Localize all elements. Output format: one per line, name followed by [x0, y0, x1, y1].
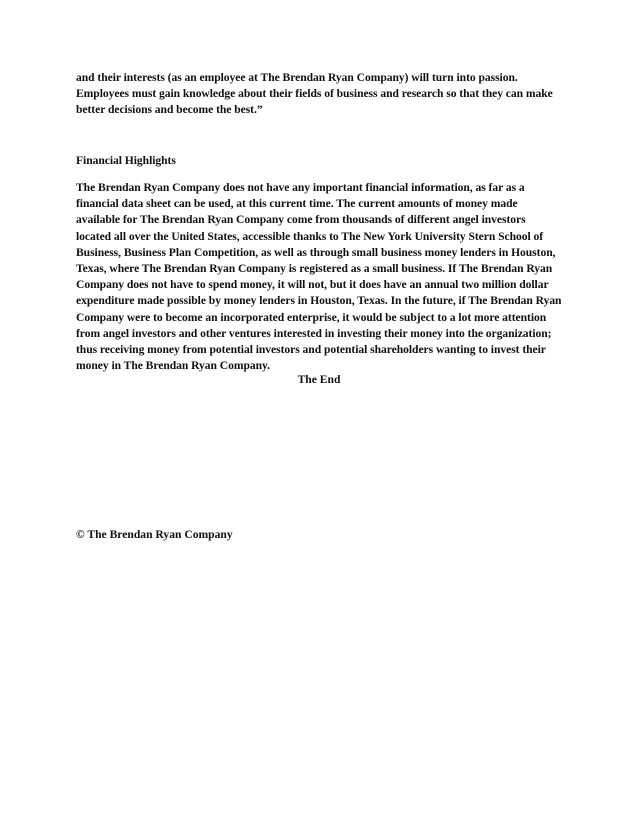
- financial-line-4: located all over the United States, accessible thanks to The New York University Stern School of: [76, 229, 544, 243]
- intro-paragraph: [76, 70, 566, 119]
- financial-line-11: thus receiving money from potential investors and potential shareholders wanting to invest their: [76, 343, 546, 357]
- financial-line-9: Company were to become an incorporated enterprise, it would be subject to a lot more attention: [76, 310, 547, 324]
- copyright-text: © The Brendan Ryan Company: [76, 528, 233, 541]
- intro-line-3: better decisions and become the best.”: [76, 103, 263, 117]
- section-heading: Financial Highlights: [76, 154, 176, 167]
- financial-line-10: from angel investors and other ventures interested in investing their money into the organization;: [76, 326, 552, 340]
- closing-text: The End: [297, 373, 341, 386]
- financial-paragraph: [76, 180, 566, 374]
- financial-line-8: expenditure made possible by money lenders in Houston, Texas. In the future, if The Brendan Ryan: [76, 294, 562, 308]
- intro-line-2: Employees must gain knowledge about their fields of business and research so that they can make: [76, 87, 553, 101]
- financial-line-12: money in The Brendan Ryan Company.: [76, 359, 270, 373]
- financial-line-7: Company does not have to spend money, it will not, but it does have an annual two million dollar: [76, 278, 549, 292]
- financial-line-2: financial data sheet can be used, at this current time. The current amounts of money made: [76, 197, 518, 211]
- financial-line-3: available for The Brendan Ryan Company come from thousands of different angel investors: [76, 213, 526, 227]
- financial-line-5: Business, Business Plan Competition, as well as through small business money lenders in Houston,: [76, 245, 556, 259]
- financial-line-1: The Brendan Ryan Company does not have any important financial information, as far as a: [76, 181, 525, 194]
- intro-line-1: and their interests (as an employee at The Brendan Ryan Company) will turn into passion.: [76, 71, 518, 84]
- financial-line-6: Texas, where The Brendan Ryan Company is registered as a small business. If The Brendan Ryan: [76, 262, 553, 276]
